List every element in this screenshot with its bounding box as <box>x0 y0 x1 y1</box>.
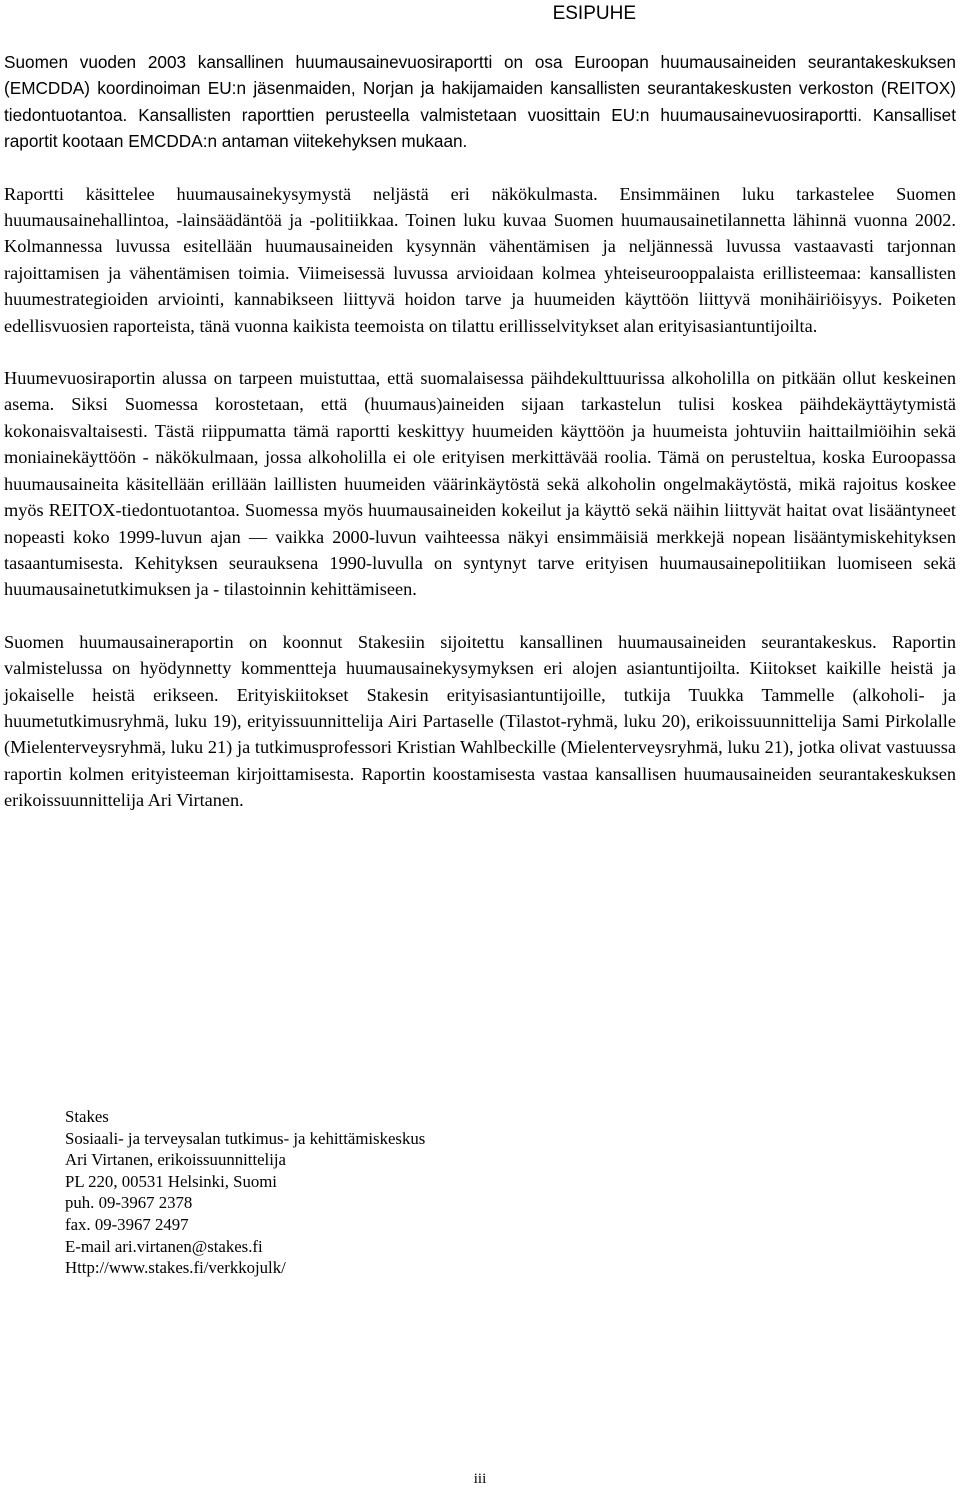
address-organization-full: Sosiaali- ja terveysalan tutkimus- ja kehittämiskeskus <box>65 1128 426 1148</box>
page-number: iii <box>473 1471 487 1487</box>
page-title: ESIPUHE <box>552 3 636 24</box>
paragraph-structure: Raportti käsittelee huumausainekysymystä neljästä eri näkökulmasta. Ensimmäinen luku tarkastelee Suomen huumausainehallintoa, -lainsäädäntöä ja -politiikkaa. Toinen luku kuvaa Suomen huumausainetilannetta lähinnä vuonna 2002. Kolmannessa luvussa esitellään huumausaineiden kysynnän vähentämisen ja neljännessä luvussa vastaavasti tarjonnan rajoittamisen ja vähentämisen toimia. Viimeisessä luvussa arvioidaan kolmea yhteiseurooppalaista erillisteemaa: kansallisten huumestrategioiden arviointi, kannabikseen liittyvä hoidon tarve ja huumeiden käyttöön liittyvä monihäiriöisyys. Poiketen edellisvuosien raporteista, tänä vuonna kaikista teemoista on tilattu erillisselvitykset alan erityisasiantuntijoilta. <box>4 183 956 336</box>
contact-address <box>65 1106 425 1279</box>
paragraph-acknowledgements: Suomen huumausaineraportin on koonnut Stakesiin sijoitettu kansallinen huumausaineiden seurantakeskus. Raportin valmistelussa on hyödynnetty kommentteja huumausainekysymyksen eri alojen asiantuntijoilta. Kiitokset kaikille heistä ja jokaiselle heistä erikseen. Erityiskiitokset Stakesin erityisasiantuntijoille, tutkija Tuukka Tammelle (alkoholi- ja huumetutkimusryhmä, luku 19), erityissuunnittelija Airi Partaselle (Tilastot-ryhmä, luku 20), erikoissuunnittelija Sami Pirkolalle (Mielenterveysryhmä, luku 21) ja tutkimusprofessori Kristian Wahlbeckille (Mielenterveysryhmä, luku 21), jotka olivat vastuussa raportin kolmen erityisteeman kirjoittamisesta. Raportin koostamisesta vastaa kansallisen huumausaineiden seurantakeskuksen erikoissuunnittelija Ari Virtanen. <box>4 631 956 811</box>
address-organization: Stakes <box>65 1107 109 1126</box>
address-website[interactable]: Http://www.stakes.fi/verkkojulk/ <box>65 1258 286 1278</box>
address-fax: fax. 09-3967 2497 <box>65 1214 189 1234</box>
paragraph-context: Huumevuosiraportin alussa on tarpeen muistuttaa, että suomalaisessa päihdekulttuurissa alkoholilla on pitkään ollut keskeinen asema. Siksi Suomessa korostetaan, että (huumaus)aineiden sijaan tarkastelun tulisi koskea päihdekäyttäytymistä kokonaisvaltaisesti. Tästä riippumatta tämä raportti keskittyy huumeiden käyttöön ja huumeista johtuviin haittailmiöihin sekä moniainekäyttöön - näkökulmaan, jossa alkoholilla ei ole erityisen merkittävää roolia. Tämä on perusteltua, koska Euroopassa huumausaineita käsitellään erillään laillisten huumeiden väärinkäytöstä sekä alkoholin ongelmakäytöstä, mikä rajoitus koskee myös REITOX-tiedontuotantoa. Suomessa myös huumausaineiden kokeilut ja käyttö sekä näihin liittyvät haitat ovat lisääntyneet nopeasti koko 1999-luvun ajan — vaikka 2000-luvun vaihteessa näkyi ensimmäisiä merkkejä nopean lisääntymiskehityksen tasaantumisesta. Kehityksen seurauksena 1990-luvulla on syntynyt tarve erityisen huumausainepolitiikan luomiseen sekä huumausainetutkimuksen ja - tilastoinnin kehittämiseen. <box>4 368 956 600</box>
paragraph-intro: Suomen vuoden 2003 kansallinen huumausainevuosiraportti on osa Euroopan huumausaineiden seurantakeskuksen (EMCDDA) koordinoiman EU:n jäsenmaiden, Norjan ja hakijamaiden kansallisten seurantakeskusten verkoston (REITOX) tiedontuotantoa. Kansallisten raporttien perusteella valmistetaan vuosittain EU:n huumausainevuosiraportti. Kansalliset raportit kootaan EMCDDA:n antaman viitekehyksen mukaan. <box>4 52 956 152</box>
body-text <box>4 49 956 840</box>
address-phone: puh. 09-3967 2378 <box>65 1193 193 1213</box>
address-contact-person: Ari Virtanen, erikoissuunnittelija <box>65 1150 286 1170</box>
address-email[interactable]: E-mail ari.virtanen@stakes.fi <box>65 1236 263 1256</box>
address-postal: PL 220, 00531 Helsinki, Suomi <box>65 1171 277 1191</box>
